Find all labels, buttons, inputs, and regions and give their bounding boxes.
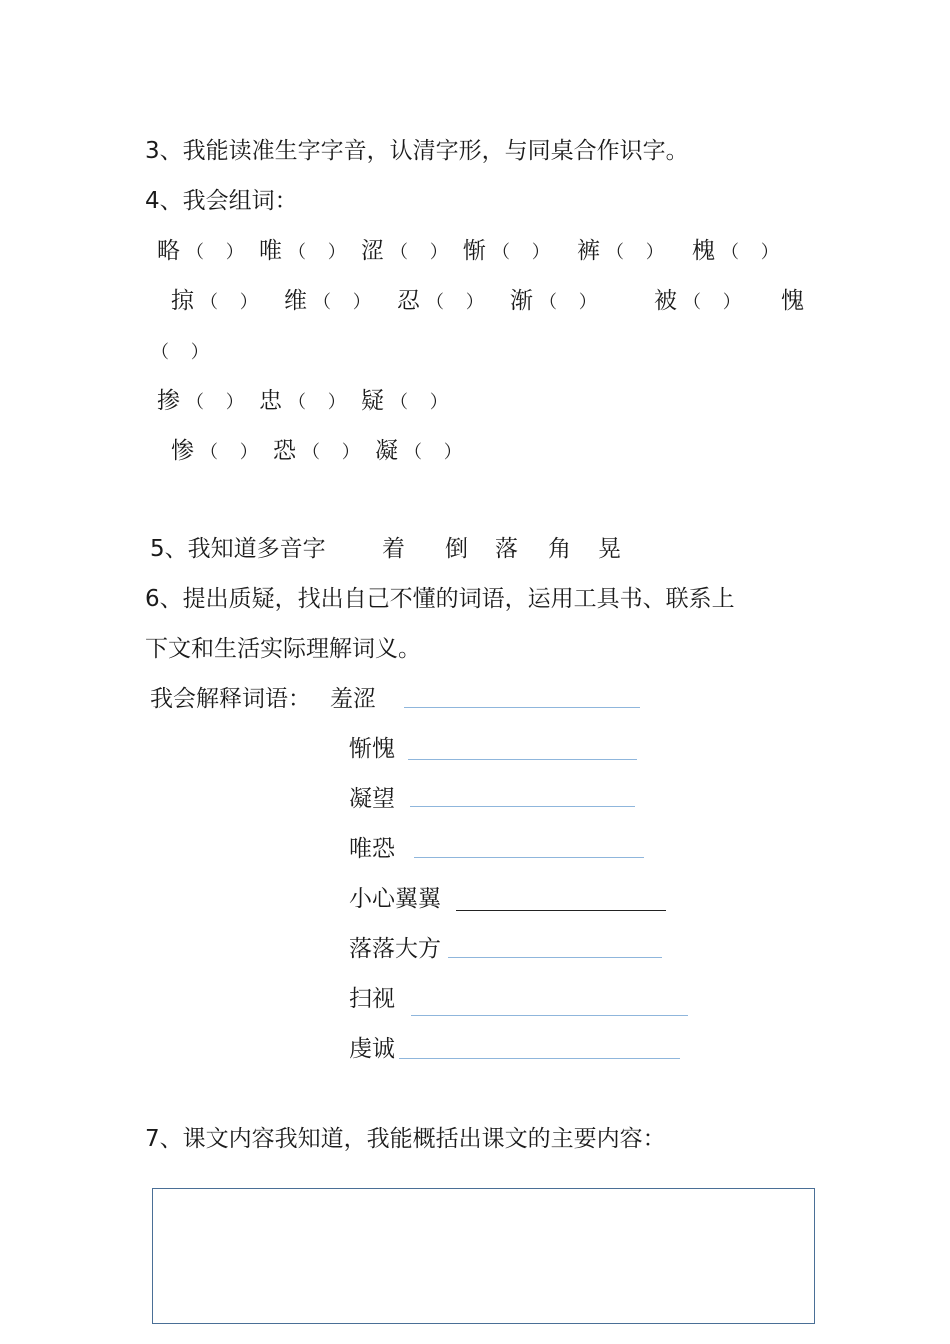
question-6-line-2: 下文和生活实际理解词义。 [145, 636, 421, 662]
polyphonic-char: 倒 [445, 536, 468, 562]
answer-line[interactable] [411, 1015, 688, 1016]
blank-parentheses[interactable]: （ ） [606, 242, 672, 263]
blank-parentheses[interactable]: （ ） [683, 292, 749, 313]
character: 被 [654, 288, 677, 314]
term-label: 虔诚 [349, 1036, 395, 1062]
blank-parentheses[interactable]: （ ） [288, 242, 354, 263]
term-label: 羞涩 [330, 686, 376, 712]
blank-parentheses[interactable]: （ ） [721, 242, 787, 263]
blank-parentheses[interactable]: （ ） [390, 242, 456, 263]
term-label: 落落大方 [349, 936, 441, 962]
blank-parentheses[interactable]: （ ） [539, 292, 605, 313]
word-item [510, 286, 605, 318]
polyphonic-char: 晃 [598, 536, 621, 562]
word-item [361, 386, 456, 418]
character: 维 [284, 288, 307, 314]
blank-parentheses[interactable]: （ ） [390, 392, 456, 413]
answer-line[interactable] [410, 806, 635, 807]
character: 愧 [781, 288, 804, 314]
word-item [654, 286, 749, 318]
word-item [577, 236, 672, 268]
blank-parentheses[interactable]: （ ） [492, 242, 558, 263]
polyphonic-char: 角 [548, 536, 571, 562]
summary-answer-box[interactable] [152, 1188, 815, 1324]
character: 略 [157, 238, 180, 264]
character: 掠 [171, 288, 194, 314]
character: 忍 [397, 288, 420, 314]
term-label: 惭愧 [349, 736, 395, 762]
term-label: 小心翼翼 [349, 886, 441, 912]
word-item [157, 236, 252, 268]
blank-parentheses[interactable]: （ ） [200, 442, 266, 463]
character: 唯 [259, 238, 282, 264]
blank-parentheses[interactable]: （ ） [186, 392, 252, 413]
question-4-label: 4、我会组词： [145, 188, 298, 214]
word-item [463, 236, 558, 268]
explain-label: 我会解释词语： [150, 686, 311, 712]
answer-line[interactable] [404, 707, 640, 708]
word-item [284, 286, 379, 318]
word-item [375, 436, 470, 468]
term-label: 扫视 [349, 986, 395, 1012]
answer-line[interactable] [456, 910, 666, 911]
word-item [397, 286, 492, 318]
blank-parentheses[interactable]: （ ） [313, 292, 379, 313]
character: 凝 [375, 438, 398, 464]
blank-parentheses[interactable]: （ ） [302, 442, 368, 463]
word-item [692, 236, 787, 268]
answer-line[interactable] [408, 759, 637, 760]
blank-parentheses[interactable]: （ ） [288, 392, 354, 413]
character: 渐 [510, 288, 533, 314]
character: 掺 [157, 388, 180, 414]
question-5-label: 5、我知道多音字 [150, 536, 326, 562]
character: 槐 [692, 238, 715, 264]
blank-parentheses[interactable]: （ ） [186, 242, 252, 263]
blank-parentheses[interactable]: （ ） [200, 292, 266, 313]
blank-parentheses[interactable]: （ ） [404, 442, 470, 463]
character: 忠 [259, 388, 282, 414]
word-item [259, 386, 354, 418]
word-item [273, 436, 368, 468]
term-label: 唯恐 [349, 836, 395, 862]
term-label: 凝望 [349, 786, 395, 812]
question-7-text: 7、课文内容我知道，我能概括出课文的主要内容： [145, 1126, 666, 1152]
word-item [171, 436, 266, 468]
character: 裤 [577, 238, 600, 264]
blank-parentheses[interactable]: （ ） [151, 342, 217, 363]
question-6-line-1: 6、提出质疑，找出自己不懂的词语，运用工具书、联系上 [145, 586, 735, 612]
question-3-text: 3、我能读准生字字音，认清字形，与同桌合作识字。 [145, 138, 689, 164]
character: 疑 [361, 388, 384, 414]
character: 恐 [273, 438, 296, 464]
word-item [361, 236, 456, 268]
word-item [259, 236, 354, 268]
word-item [171, 286, 266, 318]
character: 涩 [361, 238, 384, 264]
character: 惨 [171, 438, 194, 464]
answer-line[interactable] [448, 957, 662, 958]
character: 惭 [463, 238, 486, 264]
word-item [157, 386, 252, 418]
answer-line[interactable] [414, 857, 644, 858]
answer-line[interactable] [399, 1058, 680, 1059]
blank-parentheses[interactable]: （ ） [426, 292, 492, 313]
polyphonic-char: 着 [382, 536, 405, 562]
polyphonic-char: 落 [495, 536, 518, 562]
